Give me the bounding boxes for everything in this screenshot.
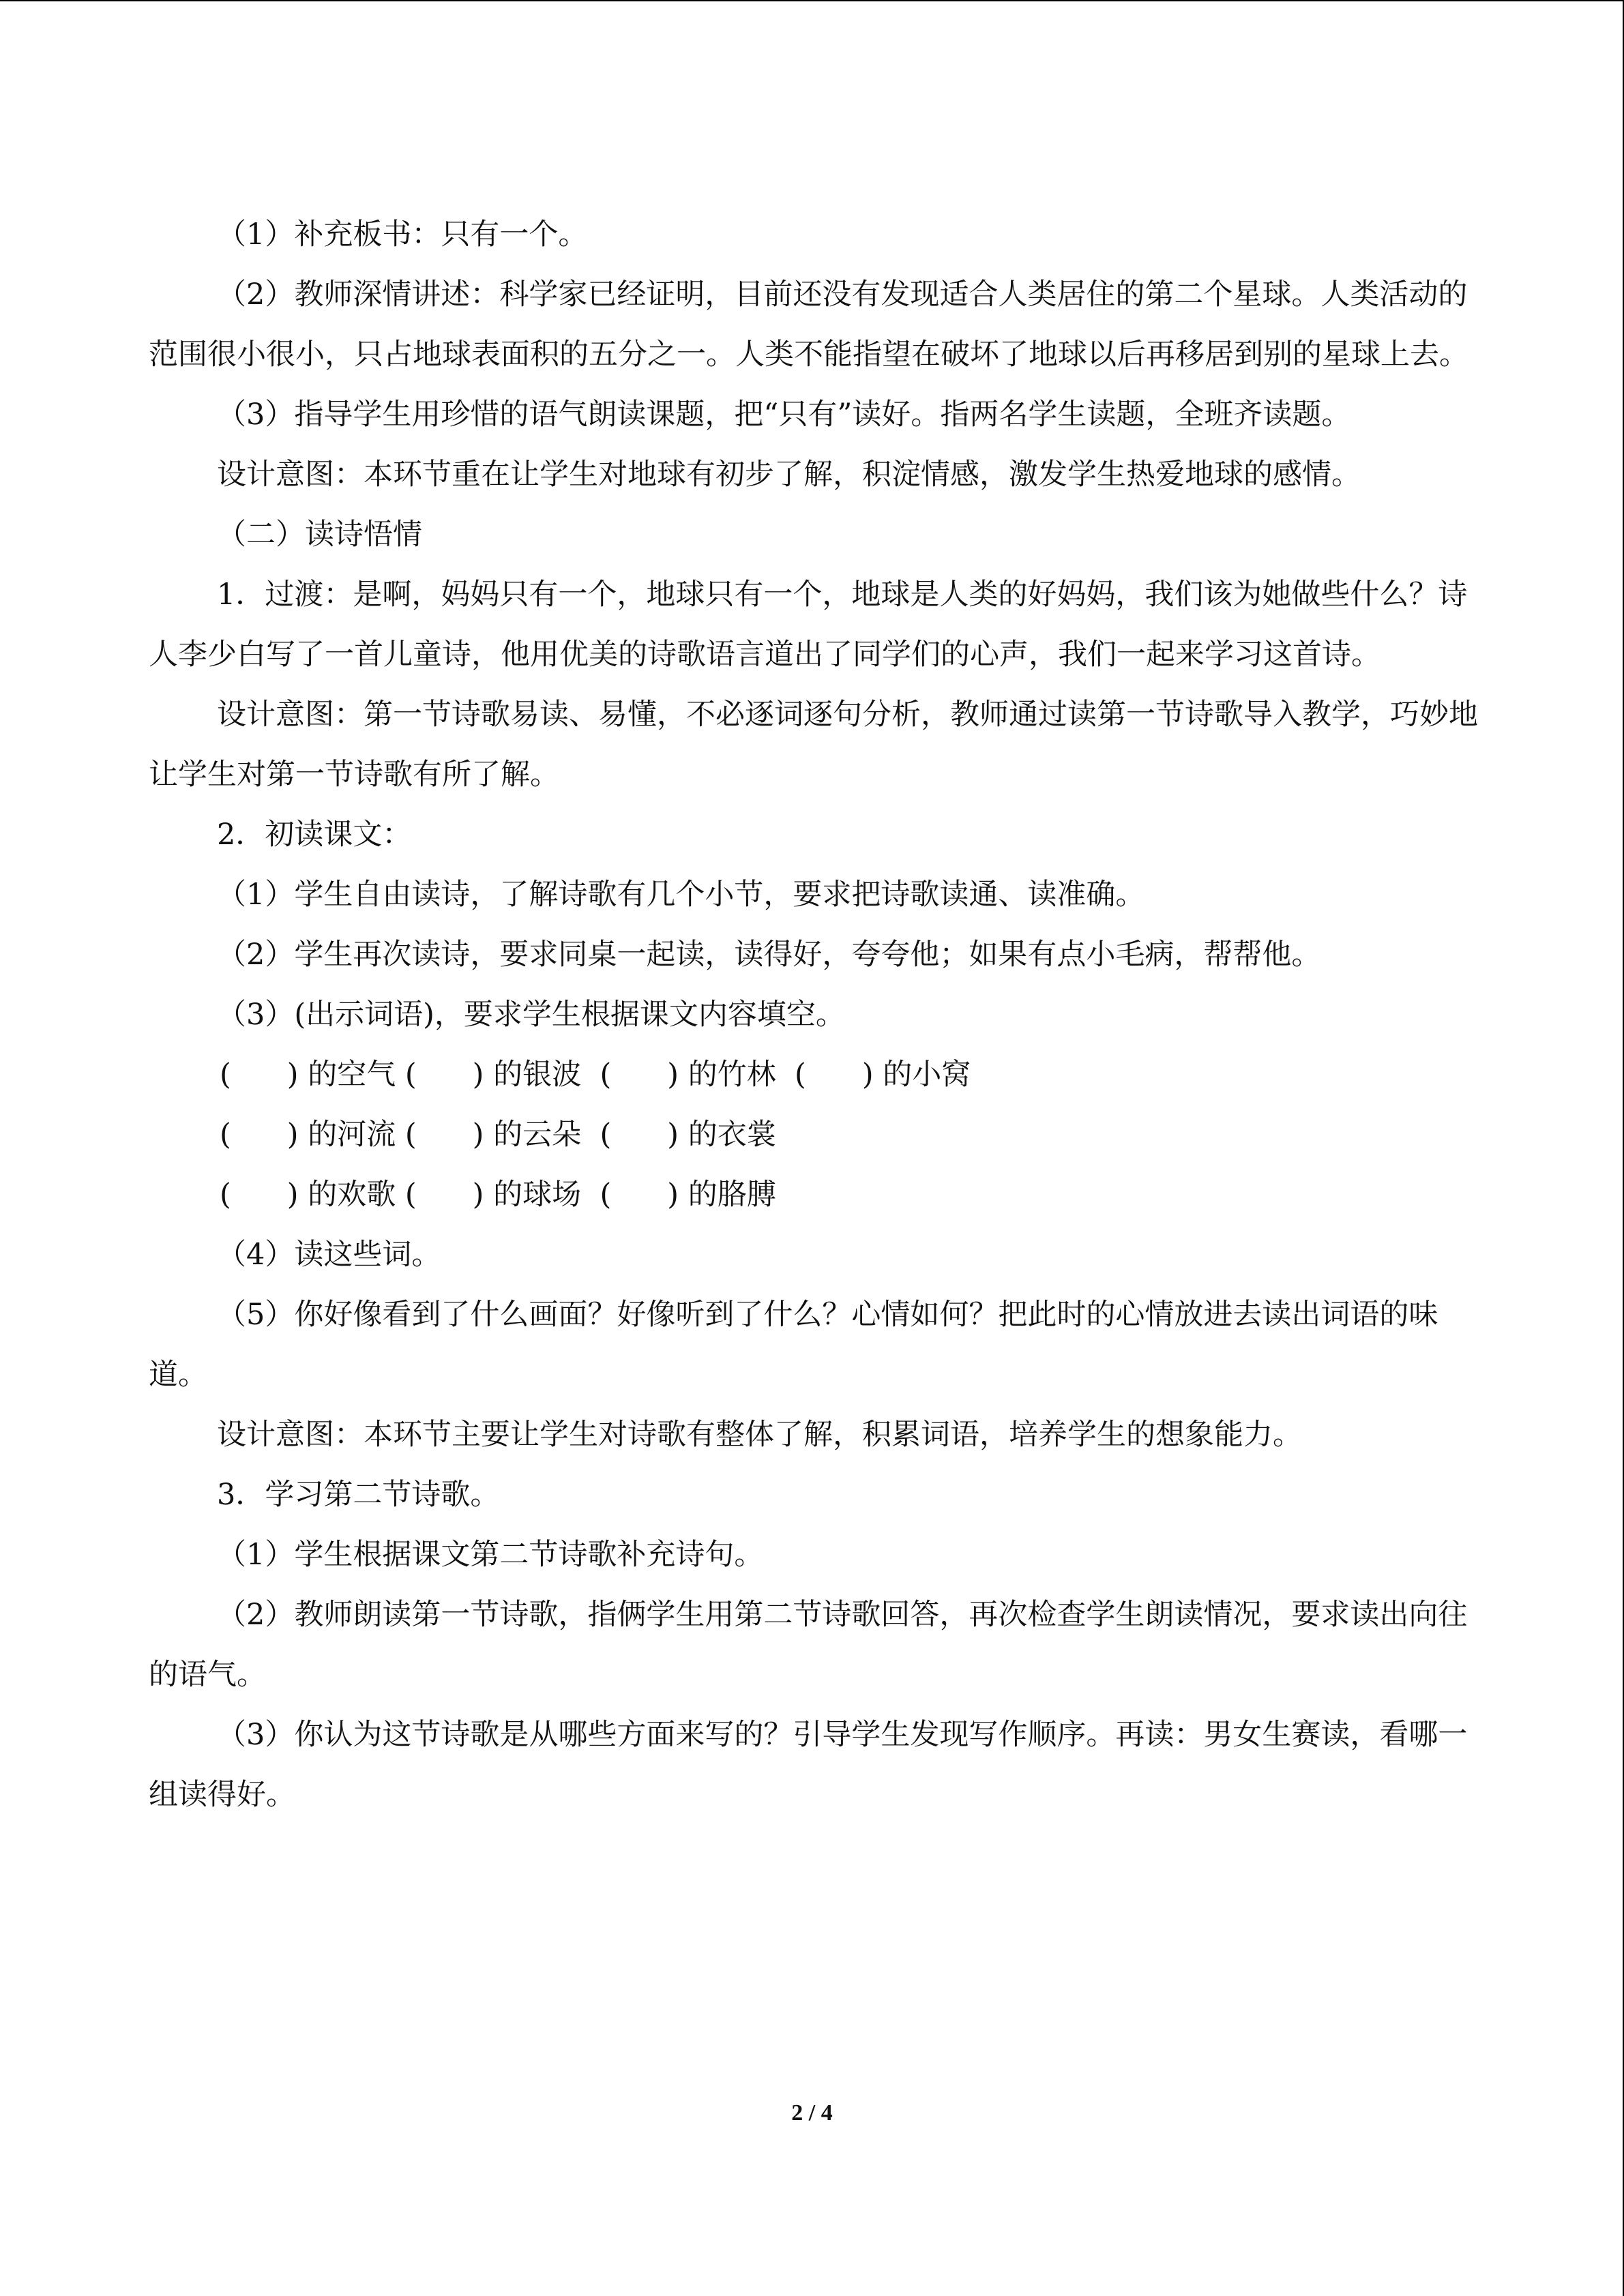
paragraph: （1）补充板书：只有一个。 bbox=[217, 218, 588, 252]
paragraph: （1）学生自由读诗，了解诗歌有几个小节，要求把诗歌读通、读准确。 bbox=[217, 878, 1145, 912]
page-number: 2 / 4 bbox=[791, 2100, 833, 2126]
paragraph: 1．过渡：是啊，妈妈只有一个，地球只有一个，地球是人类的好妈妈，我们该为她做些什么？诗人李少白写了一首儿童诗，他用优美的诗歌语言道出了同学们的心声，我们一起来学习这首诗。 bbox=[149, 578, 1468, 672]
design-intent-paragraph: 设计意图：本环节主要让学生对诗歌有整体了解，积累词语，培养学生的想象能力。 bbox=[217, 1418, 1302, 1452]
section-heading: （二）读诗悟情 bbox=[217, 518, 422, 552]
fill-blank-row: ( ) 的空气 ( ) 的银波 ( ) 的竹林 ( ) 的小窝 bbox=[220, 1058, 971, 1092]
step-heading: 3．学习第二节诗歌。 bbox=[217, 1478, 500, 1512]
paragraph: （3）(出示词语)，要求学生根据课文内容填空。 bbox=[217, 998, 845, 1032]
paragraph: （2）教师朗读第一节诗歌，指俩学生用第二节诗歌回答，再次检查学生朗读情况，要求读出向往的语气。 bbox=[149, 1598, 1468, 1692]
paragraph: （4）读这些词。 bbox=[217, 1238, 441, 1272]
paragraph: （5）你好像看到了什么画面？好像听到了什么？心情如何？把此时的心情放进去读出词语的味道。 bbox=[149, 1298, 1438, 1392]
paragraph: （3）你认为这节诗歌是从哪些方面来写的？引导学生发现写作顺序。再读：男女生赛读，看哪一组读得好。 bbox=[149, 1718, 1468, 1812]
document-body bbox=[149, 205, 1480, 1825]
paragraph: （3）指导学生用珍惜的语气朗读课题，把“只有”读好。指两名学生读题，全班齐读题。 bbox=[217, 398, 1351, 432]
paragraph: （2）学生再次读诗，要求同桌一起读，读得好，夸夸他；如果有点小毛病，帮帮他。 bbox=[217, 938, 1321, 972]
design-intent-paragraph: 设计意图：第一节诗歌易读、易懂，不必逐词逐句分析，教师通过读第一节诗歌导入教学，巧妙地让学生对第一节诗歌有所了解。 bbox=[149, 698, 1478, 792]
fill-blank-row: ( ) 的欢歌 ( ) 的球场 ( ) 的胳膊 bbox=[220, 1178, 776, 1212]
paragraph: （1）学生根据课文第二节诗歌补充诗句。 bbox=[217, 1538, 764, 1572]
step-heading: 2．初读课文： bbox=[217, 818, 412, 852]
design-intent-paragraph: 设计意图：本环节重在让学生对地球有初步了解，积淀情感，激发学生热爱地球的感情。 bbox=[217, 458, 1361, 492]
paragraph: （2）教师深情讲述：科学家已经证明，目前还没有发现适合人类居住的第二个星球。人类活动的范围很小很小，只占地球表面积的五分之一。人类不能指望在破坏了地球以后再移居到别的星球上去。 bbox=[149, 278, 1468, 372]
fill-blank-row: ( ) 的河流 ( ) 的云朵 ( ) 的衣裳 bbox=[220, 1118, 776, 1152]
